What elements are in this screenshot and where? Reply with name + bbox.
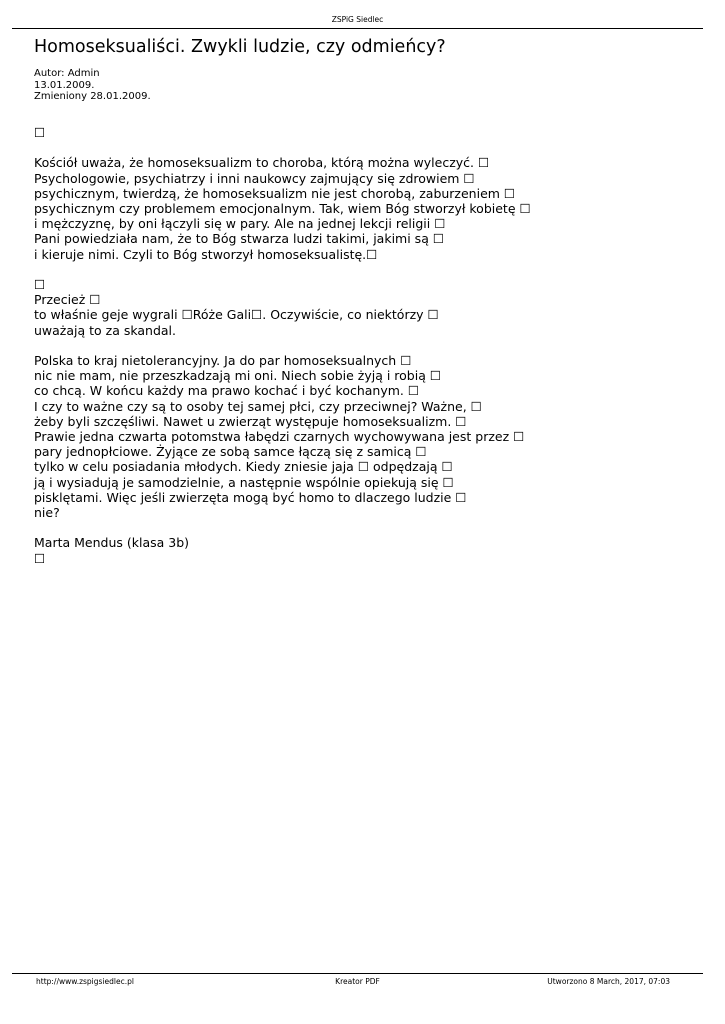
- article-paragraph: [34, 277, 594, 338]
- paragraph-line: żeby byli szczęśliwi. Nawet u zwierząt występuje homoseksualizm. ☐: [34, 413, 467, 429]
- modified-date: Zmieniony 28.01.2009.: [34, 91, 151, 102]
- paragraph-line: i mężczyznę, by oni łączyli się w pary. Ale na jednej lekcji religii ☐: [34, 216, 446, 232]
- paragraph-line: nie?: [34, 505, 60, 521]
- article-paragraph: [34, 155, 594, 261]
- paragraph-line: ☐: [34, 277, 46, 292]
- paragraph-line: psychicznym czy problemem emocjonalnym. Tak, wiem Bóg stworzył kobietę ☐: [34, 201, 531, 216]
- paragraph-line: Przecież ☐: [34, 292, 101, 308]
- footer-generator: Kreator PDF: [335, 977, 380, 986]
- page-header: [12, 14, 703, 29]
- paragraph-line: pary jednopłciowe. Żyjące ze sobą samce łączą się z samicą ☐: [34, 444, 427, 460]
- created-date: 13.01.2009.: [34, 79, 95, 91]
- article-paragraph: [34, 125, 594, 140]
- paragraph-line: Psychologowie, psychiatrzy i inni naukowcy zajmujący się zdrowiem ☐: [34, 170, 475, 186]
- paragraph-line: i kieruje nimi. Czyli to Bóg stworzył homoseksualistę.☐: [34, 246, 378, 262]
- paragraph-line: to właśnie geje wygrali ☐Róże Gali☐. Oczywiście, co niektórzy ☐: [34, 307, 439, 323]
- article-body: [34, 125, 594, 581]
- paragraph-line: co chcą. W końcu każdy ma prawo kochać i być kochanym. ☐: [34, 383, 420, 399]
- footer-url: http://www.zspigsiedlec.pl: [36, 977, 134, 986]
- paragraph-line: psychicznym, twierdzą, że homoseksualizm nie jest chorobą, zaburzeniem ☐: [34, 185, 516, 201]
- paragraph-line: Kościół uważa, że homoseksualizm to choroba, którą można wyleczyć. ☐: [34, 155, 490, 171]
- paragraph-line: Marta Mendus (klasa 3b): [34, 535, 190, 551]
- author-line: Autor: Admin: [34, 68, 100, 79]
- article-paragraph: [34, 353, 594, 520]
- page-footer: [12, 973, 703, 990]
- paragraph-line: nic nie mam, nie przeszkadzają mi oni. Niech sobie żyją i robią ☐: [34, 368, 442, 384]
- paragraph-line: ją i wysiadują je samodzielnie, a następnie wspólnie opiekują się ☐: [34, 474, 454, 490]
- paragraph-line: ☐: [34, 125, 46, 140]
- paragraph-line: Prawie jedna czwarta potomstwa łabędzi czarnych wychowywana jest przez ☐: [34, 429, 525, 445]
- paragraph-line: Pani powiedziała nam, że to Bóg stwarza ludzi takimi, jakimi są ☐: [34, 231, 445, 247]
- site-name: ZSPiG Siedlec: [331, 15, 384, 24]
- paragraph-line: Polska to kraj nietolerancyjny. Ja do par homoseksualnych ☐: [34, 353, 412, 368]
- paragraph-line: ☐: [34, 550, 46, 566]
- paragraph-line: uważają to za skandal.: [34, 322, 177, 338]
- paragraph-line: tylko w celu posiadania młodych. Kiedy zniesie jaja ☐ odpędzają ☐: [34, 459, 453, 475]
- article-title: Homoseksualiści. Zwykli ludzie, czy odmieńcy?: [34, 37, 446, 57]
- paragraph-line: I czy to ważne czy są to osoby tej samej płci, czy przeciwnej? Ważne, ☐: [34, 398, 482, 414]
- paragraph-line: pisklętami. Więc jeśli zwierzęta mogą być homo to dlaczego ludzie ☐: [34, 489, 467, 505]
- article-paragraph: [34, 535, 594, 565]
- footer-created: Utworzono 8 March, 2017, 07:03: [547, 977, 670, 986]
- article-meta: [34, 68, 151, 103]
